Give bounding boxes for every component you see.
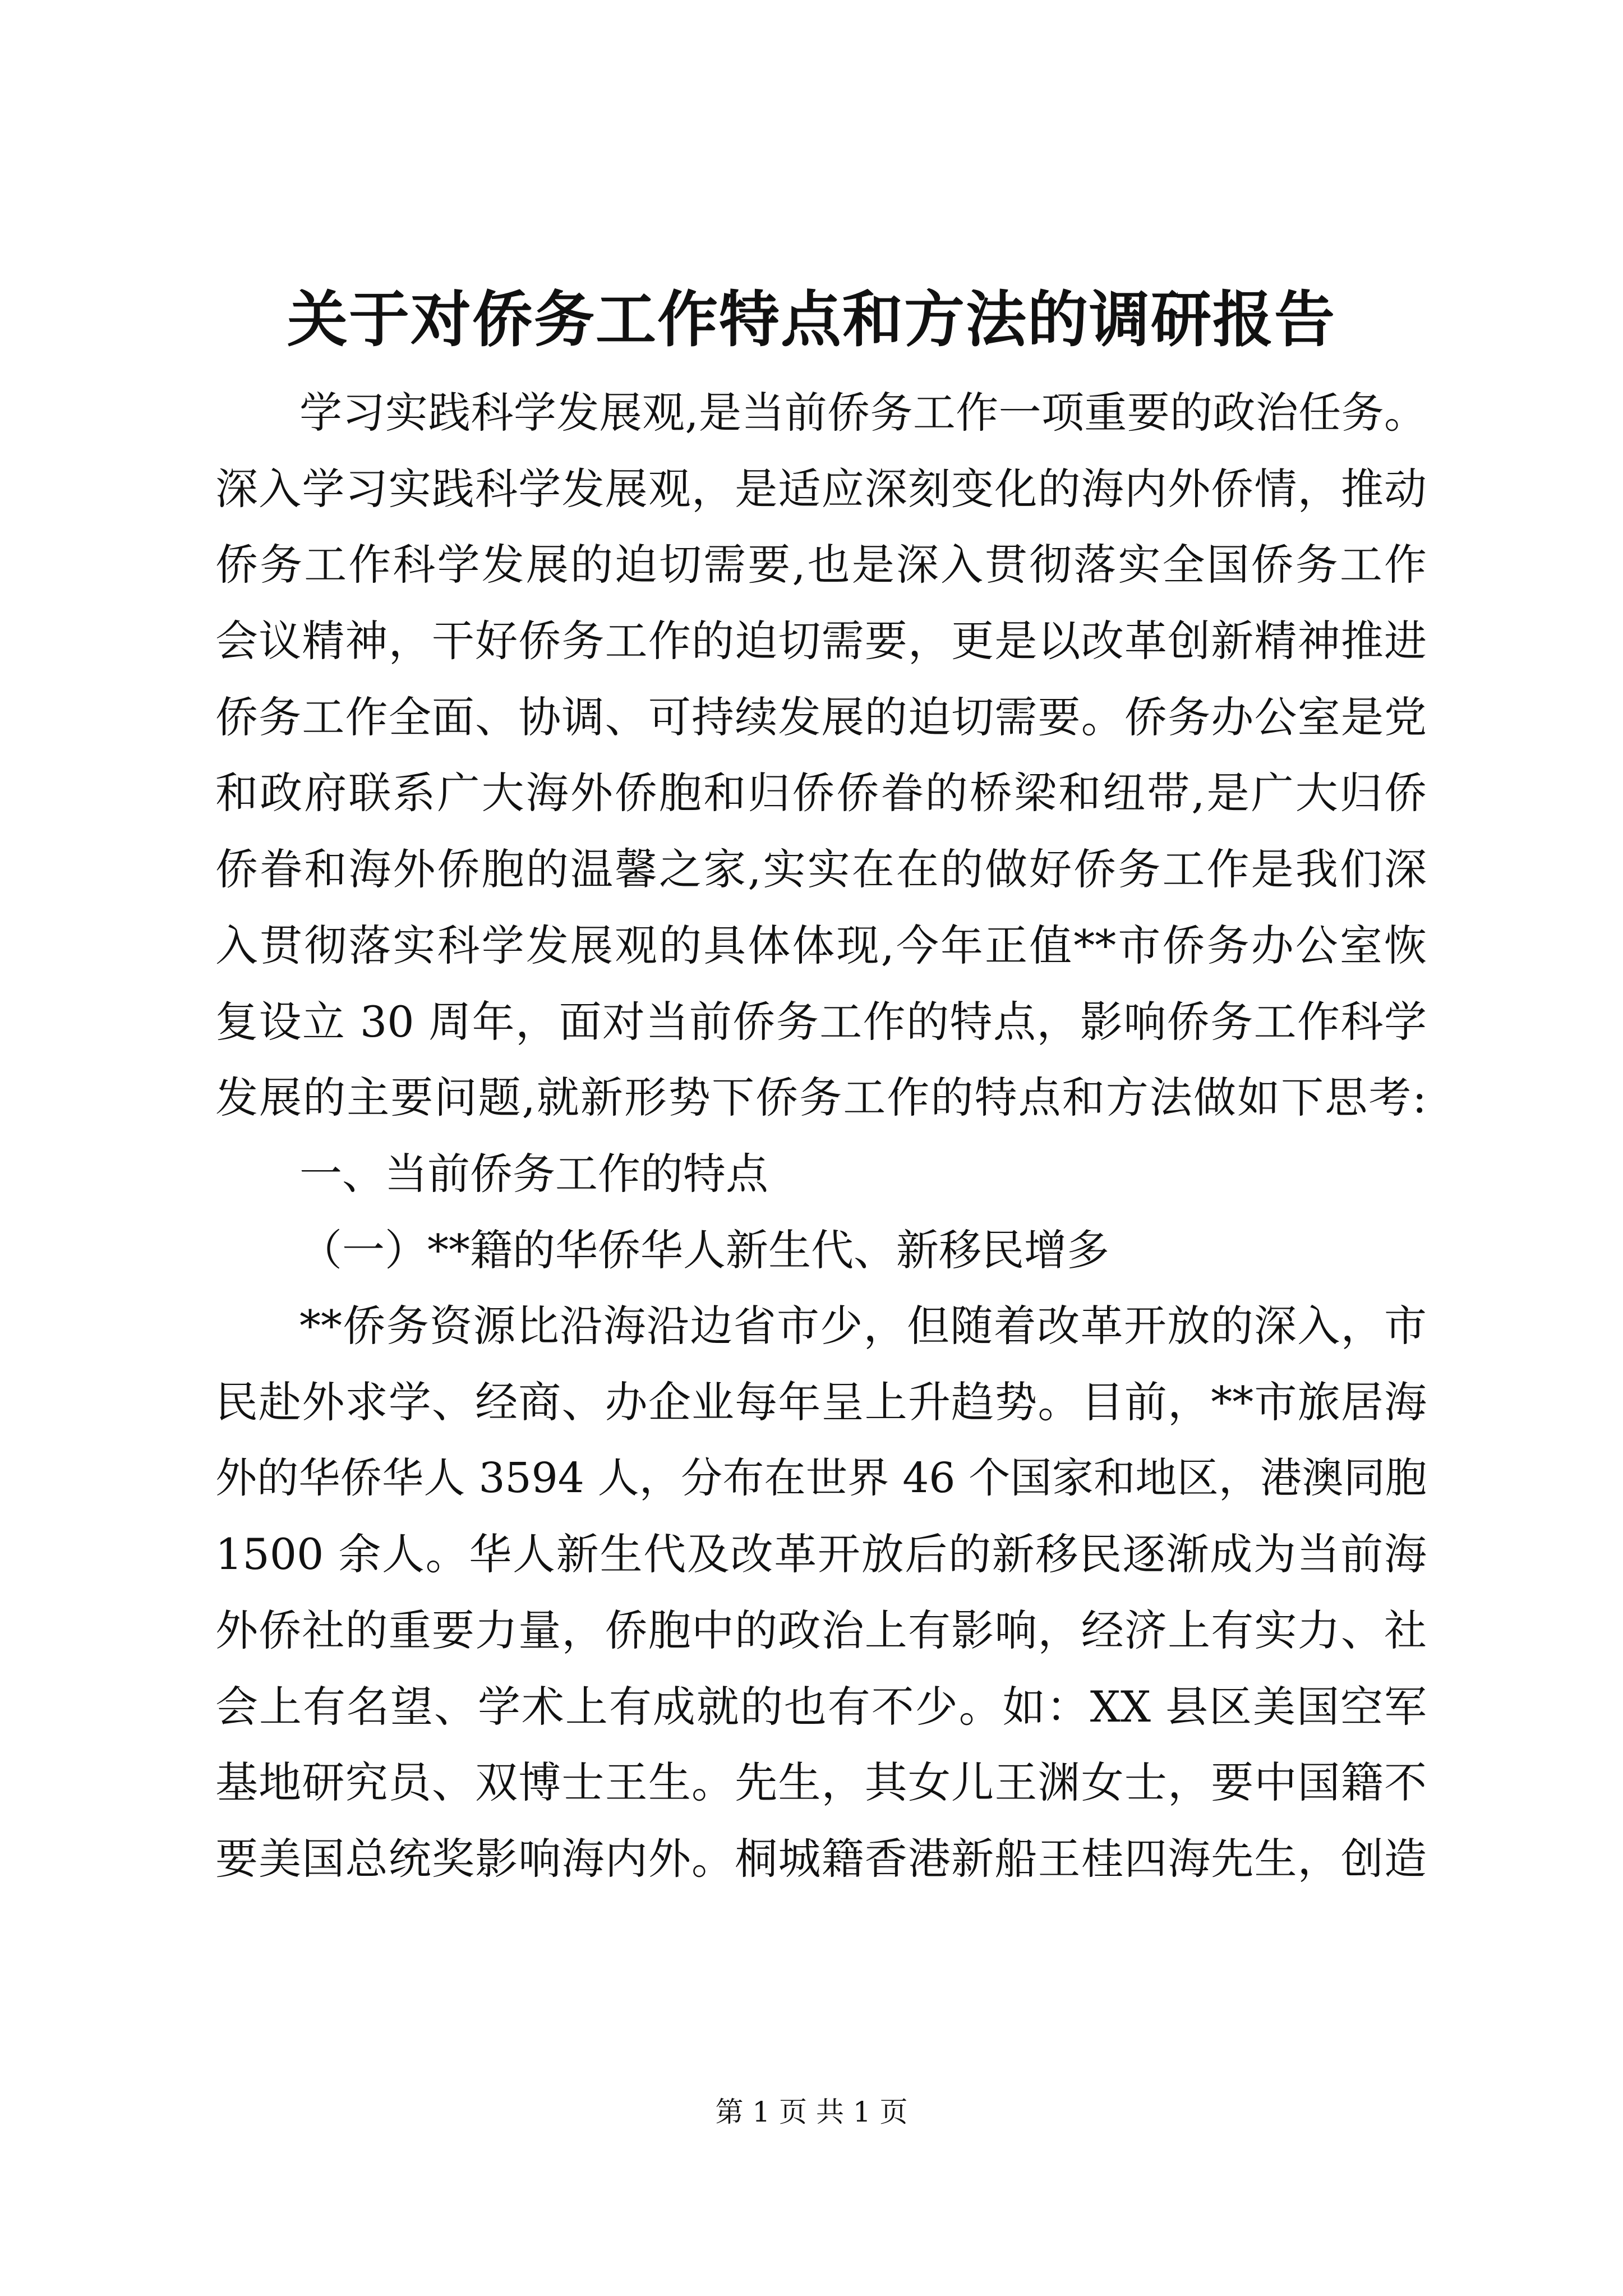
- text-line: （一）**籍的华侨华人新生代、新移民增多: [299, 1225, 1109, 1275]
- text-line: **侨务资源比沿海沿边省市少，但随着改革开放的深入，市: [299, 1301, 1427, 1351]
- text-line: 复设立 30 周年，面对当前侨务工作的特点，影响侨务工作科学: [215, 996, 1427, 1047]
- text-line: 侨务工作全面、协调、可持续发展的迫切需要。侨务办公室是党: [215, 692, 1427, 742]
- text-line: 一、当前侨务工作的特点: [299, 1148, 768, 1199]
- document-body: [215, 375, 1427, 1897]
- text-line: 侨眷和海外侨胞的温馨之家,实实在在的做好侨务工作是我们深: [215, 844, 1427, 895]
- text-line: 1500 余人。华人新生代及改革开放后的新移民逐渐成为当前海: [215, 1529, 1427, 1580]
- document-title: 关于对侨务工作特点和方法的调研报告: [287, 284, 1336, 355]
- text-line: 民赴外求学、经商、办企业每年呈上升趋势。目前，**市旅居海: [215, 1377, 1427, 1427]
- text-line: 外侨社的重要力量，侨胞中的政治上有影响，经济上有实力、社: [215, 1605, 1427, 1655]
- text-line: 侨务工作科学发展的迫切需要,也是深入贯彻落实全国侨务工作: [215, 540, 1427, 590]
- text-line: 和政府联系广大海外侨胞和归侨侨眷的桥梁和纽带,是广大归侨: [215, 768, 1427, 818]
- text-line: 深入学习实践科学发展观，是适应深刻变化的海内外侨情，推动: [215, 463, 1427, 514]
- text-line: 外的华侨华人 3594 人，分布在世界 46 个国家和地区，港澳同胞: [215, 1453, 1427, 1502]
- text-line: 入贯彻落实科学发展观的具体体现,今年正值**市侨务办公室恢: [215, 920, 1427, 970]
- text-line: 会上有名望、学术上有成就的也有不少。如：XX 县区美国空军: [215, 1681, 1427, 1732]
- text-line: 发展的主要问题,就新形势下侨务工作的特点和方法做如下思考:: [215, 1073, 1427, 1123]
- text-line: 基地研究员、双博士王生。先生，其女儿王渊女士，要中国籍不: [215, 1757, 1427, 1808]
- page-footer: 第 1 页 共 1 页: [715, 2096, 908, 2128]
- text-line: 要美国总统奖影响海内外。桐城籍香港新船王桂四海先生，创造: [215, 1834, 1427, 1884]
- text-line: 会议精神，干好侨务工作的迫切需要，更是以改革创新精神推进: [215, 616, 1427, 666]
- text-line: 学习实践科学发展观,是当前侨务工作一项重要的政治任务。: [299, 388, 1427, 438]
